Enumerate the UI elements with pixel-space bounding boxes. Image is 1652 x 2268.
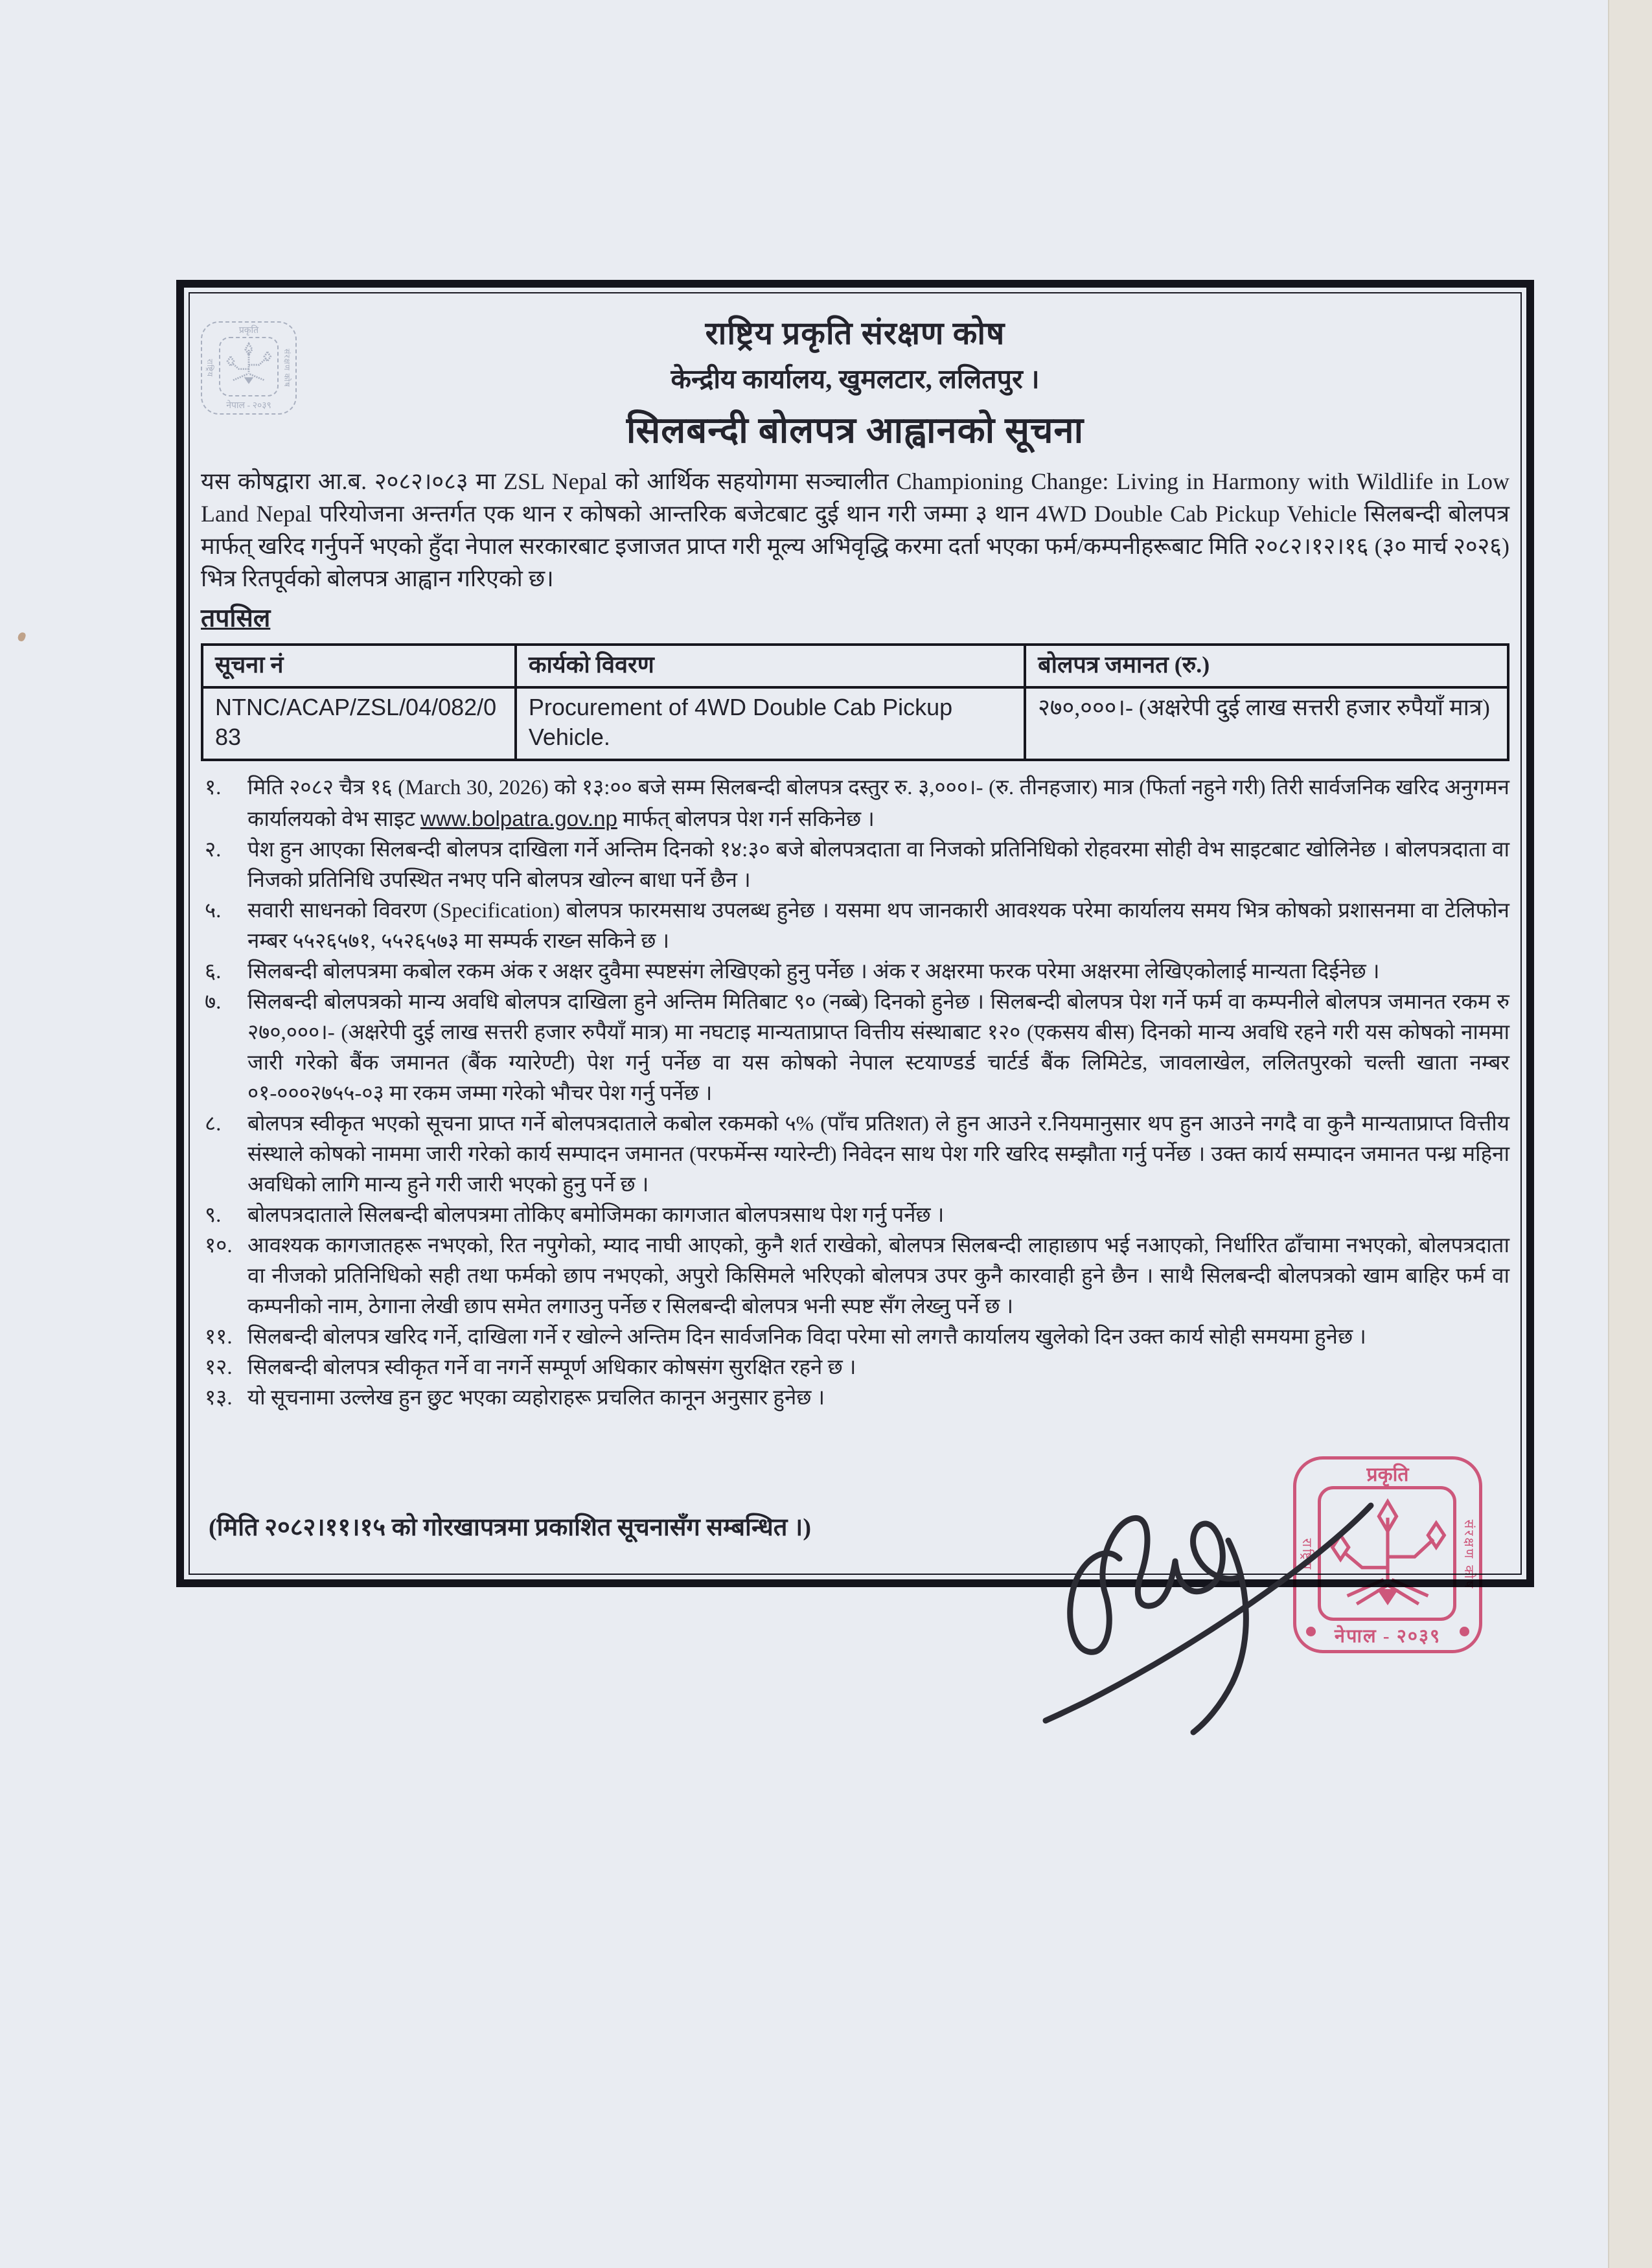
- notice-title: सिलबन्दी बोलपत्र आह्वानको सूचना: [626, 411, 1084, 451]
- closing-note: (मिति २०८२।११।१५ को गोरखापत्रमा प्रकाशित सूचनासँग सम्बन्धित ।): [209, 1514, 811, 1541]
- bid-table: [201, 643, 1509, 761]
- item-number: ९.: [205, 1204, 222, 1227]
- item-number: १२.: [205, 1356, 233, 1379]
- notice-item: [201, 835, 1509, 896]
- notice-item: [201, 1383, 1509, 1414]
- org-name: राष्ट्रिय प्रकृति संरक्षण कोष: [705, 315, 1005, 351]
- item-number: ५.: [205, 899, 222, 922]
- logo-top-label: प्रकृति: [238, 326, 259, 336]
- org-address: केन्द्रीय कार्यालय, खुमलटार, ललितपुर ।: [671, 364, 1040, 394]
- item-text: सवारी साधनको विवरण (Specification) बोलपत्र फारमसाथ उपलब्ध हुनेछ । यसमा थप जानकारी आवश्यक परेमा कार्यालय समय भित्र कोषको प्रशासनमा वा टेलिफोन नम्बर ५५२६५७१, ५५२६५७३ मा सम्पर्क राख्न सकिने छ ।: [247, 899, 1509, 953]
- item-text: यो सूचनामा उल्लेख हुन छुट भएका व्यहोराहरू प्रचलित कानून अनुसार हुनेछ ।: [247, 1386, 825, 1410]
- cell-notice-no: NTNC/ACAP/ZSL/04/082/083: [202, 687, 516, 760]
- bolpatra-url: www.bolpatra.gov.np: [420, 807, 617, 830]
- item-text: बोलपत्र स्वीकृत भएको सूचना प्राप्त गर्ने बोलपत्रदाताले कबोल रकमको ५% (पाँच प्रतिशत) ले हुन आउने र.नियमानुसार थप हुन आउने नगदै वा कुनै मान्यताप्राप्त वित्तीय संस्थाले कोषको नाममा जारी गरेको कार्य सम्पादन जमानत (परफर्मेन्स ग्यारेन्टी) निवेदन साथ पेश गरि खरिद सम्झौता गर्नु पर्नेछ । उक्त कार्य सम्पादन जमानत पन्ध्र महिना अवधिको लागि मान्य हुने गरी जारी भएको हुनु पर्ने छ ।: [247, 1112, 1509, 1197]
- tapasil-heading: तपसिल: [201, 604, 271, 632]
- item-text: सिलबन्दी बोलपत्र स्वीकृत गर्ने वा नगर्ने सम्पूर्ण अधिकार कोषसंग सुरक्षित रहने छ ।: [247, 1356, 856, 1379]
- notice-item: [201, 1231, 1509, 1322]
- notice-item: [201, 773, 1509, 835]
- logo-left-label: राष्ट्रिय: [205, 358, 214, 378]
- scan-speck-artifact: [17, 632, 27, 643]
- item-text: मिति २०८२ चैत्र १६ (March 30, 2026) को १३:०० बजे सम्म सिलबन्दी बोलपत्र दस्तुर रु. ३,०००।- (रु. तीनहजार) मात्र (फिर्ता नहुने गरी) तिरी सार्वजनिक खरिद अनुगमन कार्यालयको वेभ साइट www.bolpatra.gov.np मार्फत् बोलपत्र पेश गर्न सकिनेछ ।: [247, 776, 1509, 831]
- item-text: सिलबन्दी बोलपत्रको मान्य अवधि बोलपत्र दाखिला हुने अन्तिम मितिबाट ९० (नब्बे) दिनको हुनेछ । सिलबन्दी बोलपत्र पेश गर्ने फर्म वा कम्पनीले बोलपत्र जमानत रकम रु २७०,०००।- (अक्षरेपी दुई लाख सत्तरी हजार रुपैयाँ मात्र) मा नघटाइ मान्यताप्राप्त वित्तीय संस्थाबाट १२० (एकसय बीस) दिनको मान्य अवधि रहने गरी यस कोषको नाममा जारी गरेको बैंक जमानत (बैंक ग्यारेण्टी) पेश गर्नु पर्नेछ वा यस कोषको नेपाल स्टयाण्डर्ड चार्टर्ड बैंक लिमिटेड, जावलाखेल, ललितपुरको चल्ती खाता नम्बर ०१-०००२७५५-०३ मा रकम जम्मा गरेको भौचर पेश गर्नु पर्नेछ ।: [247, 991, 1509, 1105]
- item-number: ८.: [205, 1112, 222, 1136]
- bid-table-data-row: [202, 687, 1508, 760]
- item-text: आवश्यक कागजातहरू नभएको, रित नपुगेको, म्याद नाघी आएको, कुनै शर्त राखेको, बोलपत्र सिलबन्दी लाहाछाप भई नआएको, निर्धारित ढाँचामा नभएको, बोलपत्रदाता वा नीजको प्रतिनिधिको सही तथा फर्मको छाप नभएको, अपुरो किसिमले भरिएको बोलपत्र उपर कुनै कारवाही हुने छैन । साथै सिलबन्दी बोलपत्रको खाम बाहिर फर्म वा कम्पनीको नाम, ठेगाना लेखी छाप समेत लगाउनु पर्नेछ र सिलबन्दी बोलपत्र भनी स्पष्ट सँग लेख्नु पर्ने छ ।: [247, 1234, 1509, 1318]
- item-text: सिलबन्दी बोलपत्रमा कबोल रकम अंक र अक्षर दुवैमा स्पष्टसंग लेखिएको हुनु पर्नेछ । अंक र अक्षरमा फरक परेमा अक्षरमा लेखिएकोलाई मान्यता दिईनेछ ।: [247, 960, 1380, 983]
- notice-items: [201, 773, 1509, 1414]
- col-header-description: कार्यको विवरण: [516, 645, 1025, 687]
- item-number: ७.: [205, 991, 222, 1014]
- logo-bottom-label: नेपाल - २०३९: [226, 401, 271, 411]
- notice-item: [201, 1353, 1509, 1383]
- stamp-left-label: राष्ट्रिय: [1300, 1538, 1314, 1572]
- logo-plant-icon: [223, 341, 275, 387]
- cell-description: Procurement of 4WD Double Cab Pickup Vehicle.: [516, 687, 1025, 760]
- ntnc-logo: [201, 321, 297, 415]
- notice-item: [201, 987, 1509, 1109]
- item-number: १०.: [205, 1234, 233, 1257]
- stamp-right-label: संरक्षण कोष: [1462, 1519, 1476, 1590]
- item-number: २.: [205, 838, 222, 862]
- item-number: ६.: [205, 960, 222, 983]
- signature: [1034, 1482, 1423, 1741]
- stamp-rosette-right: [1460, 1627, 1469, 1636]
- notice-border-frame: [176, 280, 1534, 1587]
- stamp-bottom-label: नेपाल - २०३९: [1334, 1626, 1441, 1647]
- stamp-top-label: प्रकृति: [1366, 1464, 1409, 1485]
- item-number: ११.: [205, 1325, 233, 1349]
- item-text: सिलबन्दी बोलपत्र खरिद गर्ने, दाखिला गर्ने र खोल्ने अन्तिम दिन सार्वजनिक विदा परेमा सो लगत्तै कार्यालय खुलेको दिन उक्त कार्य सोही समयमा हुनेछ ।: [247, 1325, 1366, 1349]
- item-text: बोलपत्रदाताले सिलबन्दी बोलपत्रमा तोकिए बमोजिमका कागजात बोलपत्रसाथ पेश गर्नु पर्नेछ ।: [247, 1204, 945, 1227]
- bid-table-header-row: [202, 645, 1508, 687]
- notice-item: [201, 1200, 1509, 1231]
- cell-bid-bond: २७०,०००।- (अक्षरेपी दुई लाख सत्तरी हजार रुपैयाँ मात्र): [1025, 687, 1508, 760]
- item-text: पेश हुन आएका सिलबन्दी बोलपत्र दाखिला गर्ने अन्तिम दिनको १४:३० बजे बोलपत्रदाता वा निजको प्रतिनिधिको रोहवरमा सोही वेभ साइटबाट खोलिनेछ । बोलपत्रदाता वा निजको प्रतिनिधि उपस्थित नभए पनि बोलपत्र खोल्न बाधा पर्ने छैन ।: [247, 838, 1509, 892]
- item-number: १३.: [205, 1386, 233, 1410]
- scan-edge-strip: [1608, 0, 1652, 2268]
- notice-item: [201, 896, 1509, 957]
- notice-item: [201, 1322, 1509, 1353]
- intro-paragraph: यस कोषद्वारा आ.ब. २०८२।०८३ मा ZSL Nepal को आर्थिक सहयोगमा सञ्चालीत Championing Change: Living in Harmony with Wildlife in Low Land Nepal परियोजना अन्तर्गत एक थान र कोषको आन्तरिक बजेटबाट दुई थान गरी जम्मा ३ थान 4WD Double Cab Pickup Vehicle सिलबन्दी बोलपत्र मार्फत् खरिद गर्नुपर्ने भएको हुँदा नेपाल सरकारबाट इजाजत प्राप्त गरी मूल्य अभिवृद्धि करमा दर्ता भएका फर्म/कम्पनीहरूबाट मिति २०८२।१२।१६ (३० मार्च २०२६) भित्र रितपूर्वको बोलपत्र आह्वान गरिएको छ।: [201, 468, 1509, 591]
- notice-item: [201, 957, 1509, 987]
- item-number: १.: [205, 776, 222, 799]
- col-header-notice-no: सूचना नं: [202, 645, 516, 687]
- logo-right-label: संरक्षण कोष: [282, 349, 292, 387]
- col-header-bid-bond: बोलपत्र जमानत (रु.): [1025, 645, 1508, 687]
- notice-item: [201, 1109, 1509, 1200]
